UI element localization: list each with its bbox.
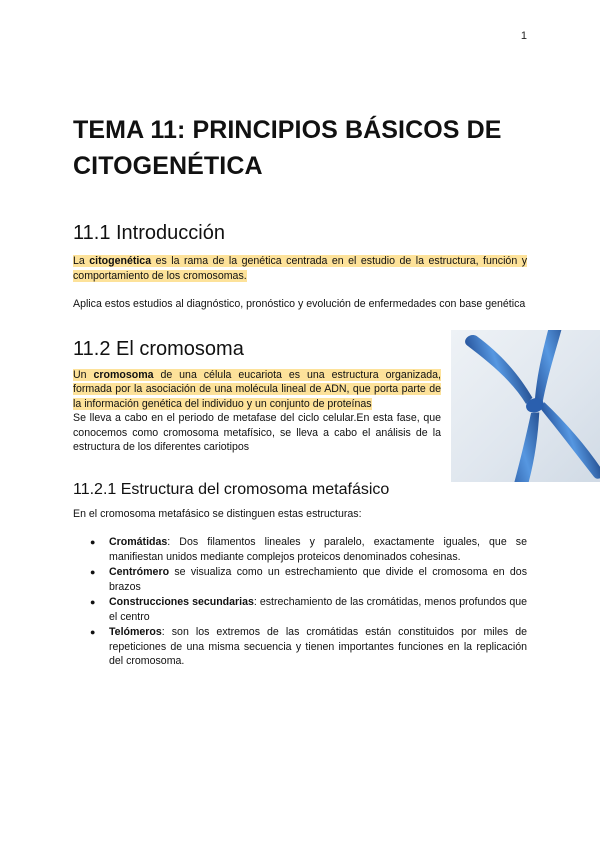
term-cromosoma: cromosoma bbox=[93, 368, 154, 381]
bullet-icon: ● bbox=[90, 567, 96, 577]
intro-paragraph-2: Aplica estos estudios al diagnóstico, pronóstico y evolución de enfermedades con base genética bbox=[73, 298, 526, 310]
highlighted-text: La citogenética es la rama de la genética centrada en el estudio de la estructura, función y comportamiento de los cromosomas. bbox=[73, 255, 528, 282]
list-item: ● Cromátidas: Dos filamentos lineales y paralelo, exactamente iguales, que se manifiestan unidos mediante complejos proteicos denominados cohesinas. bbox=[90, 536, 527, 563]
highlighted-text: Un cromosoma de una célula eucariota es una estructura organizada, formada por la asociación de una molécula lineal de ADN, que porta parte de la información genética del individuo y un conjunto de proteínas bbox=[73, 368, 441, 410]
bullet-icon: ● bbox=[90, 627, 96, 637]
estructura-intro: En el cromosoma metafásico se distinguen estas estructuras: bbox=[73, 507, 362, 520]
section-heading-cromosoma: 11.2 El cromosoma bbox=[73, 337, 244, 360]
list-item: ● Telómeros: son los extremos de las cromátidas están constituidos por miles de repeticiones de una misma secuencia y tienen importantes funciones en la replicación del cromosoma. bbox=[90, 626, 527, 667]
chromosome-illustration-icon bbox=[451, 330, 600, 482]
cromosoma-section-body bbox=[73, 368, 527, 455]
document-content bbox=[73, 112, 527, 670]
section-heading-introduccion: 11.1 Introducción bbox=[73, 222, 225, 244]
intro-paragraph-1 bbox=[73, 254, 527, 283]
subsection-heading-estructura: 11.2.1 Estructura del cromosoma metafásico bbox=[73, 480, 390, 498]
estructura-list bbox=[73, 535, 527, 669]
list-item: ● Construcciones secundarias: estrechamiento de las cromátidas, menos profundos que el centro bbox=[90, 596, 527, 623]
bullet-icon: ● bbox=[90, 537, 96, 547]
page-number: 1 bbox=[520, 30, 527, 42]
list-item: ● Centrómero se visualiza como un estrechamiento que divide el cromosoma en dos brazos bbox=[90, 566, 527, 593]
term-citogenetica: citogenética bbox=[89, 255, 152, 267]
bullet-icon: ● bbox=[90, 597, 96, 607]
cromosoma-paragraph-2: Se lleva a cabo en el periodo de metafase del ciclo celular.En esta fase, que conocemos como cromosoma metafísico, se lleva a cabo el análisis de la estructura de los diferentes cariotipos bbox=[73, 412, 441, 453]
cromosoma-paragraph-1 bbox=[73, 368, 441, 412]
page-title: TEMA 11: PRINCIPIOS BÁSICOS DE CITOGENÉTICA bbox=[73, 116, 502, 180]
